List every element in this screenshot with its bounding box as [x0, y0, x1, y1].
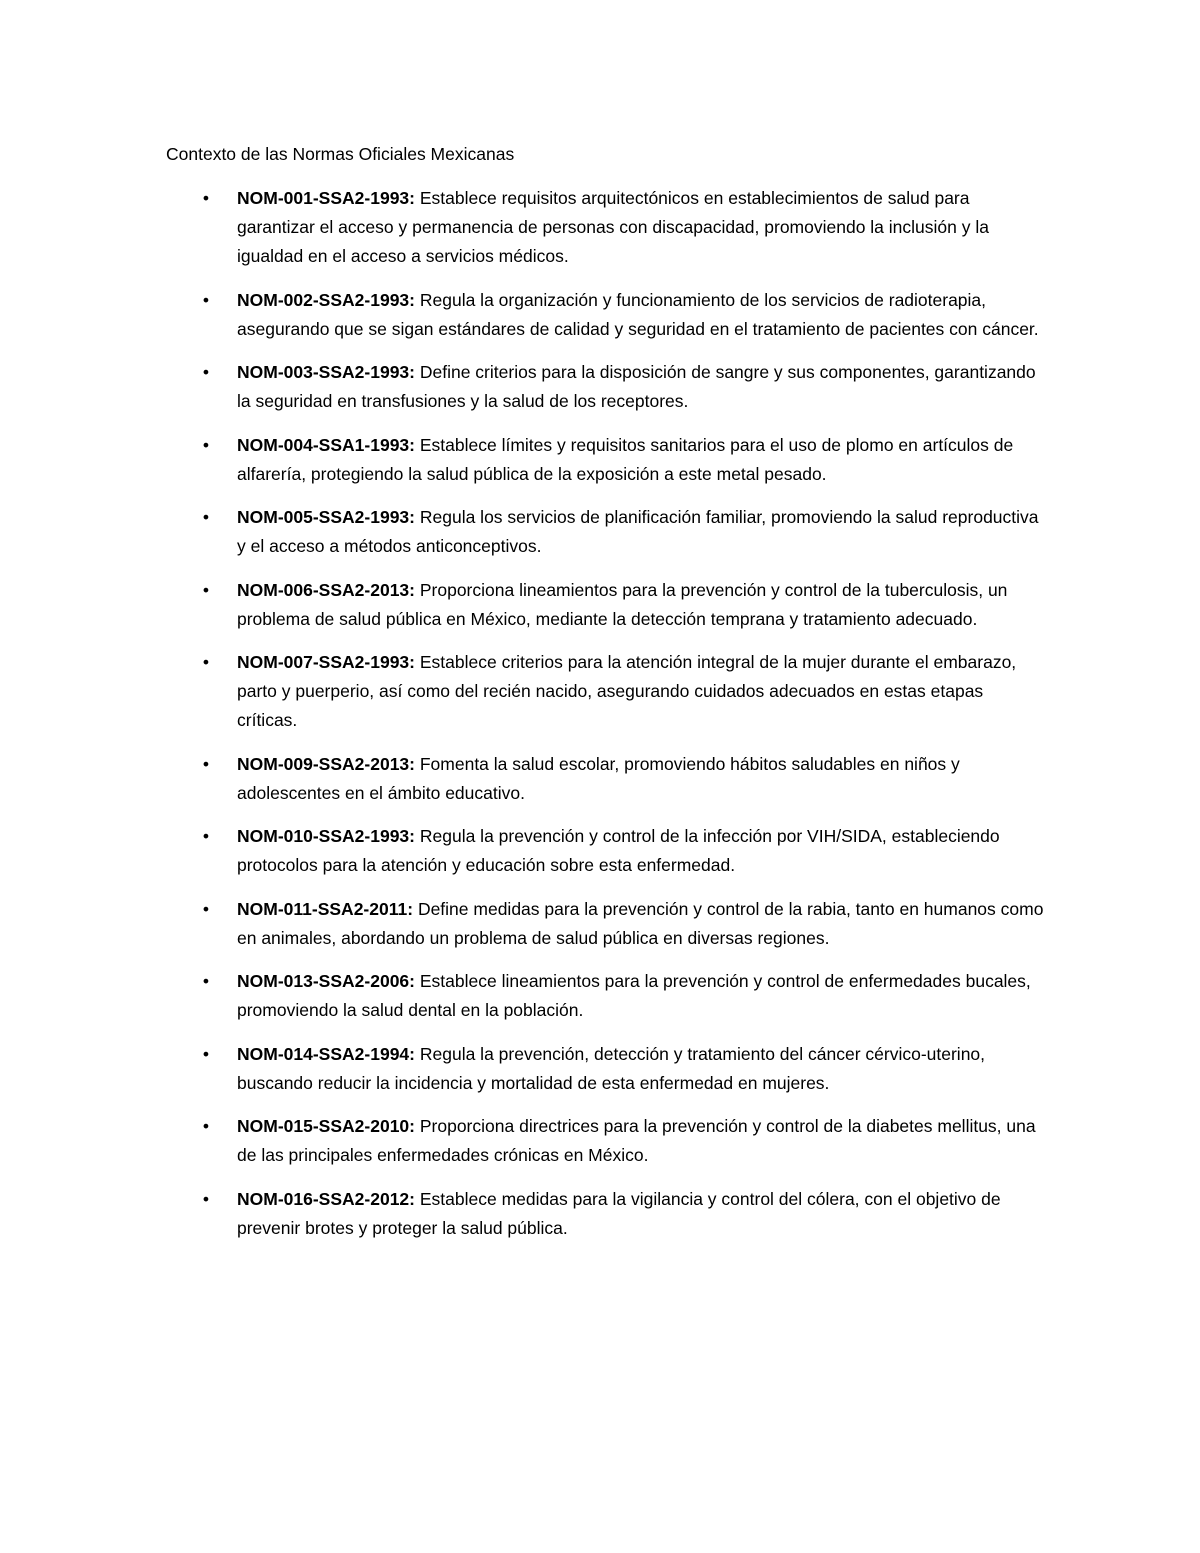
norm-description: Establece criterios para la atención integral de la mujer durante el embarazo, parto y puerperio, así como del recién nacido, asegurando cuidados adecuados en estas etapas críticas.: [237, 652, 1017, 730]
bullet-icon: •: [202, 188, 210, 208]
norm-code: NOM-011-SSA2-2011:: [237, 898, 414, 919]
list-item: [166, 576, 1046, 634]
norm-code: NOM-014-SSA2-1994:: [237, 1043, 415, 1064]
bullet-icon: •: [202, 971, 210, 991]
list-item: [166, 1040, 1046, 1098]
norm-description: Define medidas para la prevención y control de la rabia, tanto en humanos como en animales, abordando un problema de salud pública en diversas regiones.: [237, 898, 1044, 948]
norm-list: [166, 184, 1046, 1243]
norm-code: NOM-005-SSA2-1993:: [237, 507, 415, 527]
list-item: [166, 967, 1046, 1025]
list-item: [166, 895, 1046, 953]
norm-code: NOM-001-SSA2-1993:: [237, 188, 415, 208]
norm-description: Establece medidas para la vigilancia y control del cólera, con el objetivo de prevenir brotes y proteger la salud pública.: [237, 1188, 1001, 1238]
norm-code: NOM-013-SSA2-2006:: [237, 971, 415, 991]
norm-description: Regula los servicios de planificación familiar, promoviendo la salud reproductiva y el acceso a métodos anticonceptivos.: [237, 507, 1039, 556]
list-item: [166, 184, 1046, 271]
bullet-icon: •: [202, 507, 210, 527]
document-body: [166, 140, 1046, 1257]
list-item: [166, 358, 1046, 416]
norm-description: Proporciona lineamientos para la prevención y control de la tuberculosis, un problema de salud pública en México, mediante la detección temprana y tratamiento adecuado.: [237, 579, 1008, 629]
norm-description: Regula la prevención y control de la infección por VIH/SIDA, estableciendo protocolos para la atención y educación sobre esta enfermedad.: [237, 826, 1000, 875]
bullet-icon: •: [202, 289, 210, 310]
list-item: [166, 286, 1046, 344]
bullet-icon: •: [202, 579, 210, 600]
norm-description: Proporciona directrices para la prevención y control de la diabetes mellitus, una de las principales enfermedades crónicas en México.: [237, 1116, 1036, 1165]
bullet-icon: •: [202, 1116, 210, 1136]
bullet-icon: •: [202, 898, 210, 919]
document-title: Contexto de las Normas Oficiales Mexicanas: [166, 144, 515, 164]
norm-description: Fomenta la salud escolar, promoviendo hábitos saludables en niños y adolescentes en el ámbito educativo.: [237, 753, 960, 803]
bullet-icon: •: [202, 434, 210, 455]
norm-description: Regula la organización y funcionamiento de los servicios de radioterapia, asegurando que se sigan estándares de calidad y seguridad en el tratamiento de pacientes con cáncer.: [237, 289, 1039, 339]
norm-code: NOM-003-SSA2-1993:: [237, 362, 415, 382]
list-item: [166, 750, 1046, 808]
norm-code: NOM-006-SSA2-2013:: [237, 579, 415, 600]
list-item: [166, 431, 1046, 489]
list-item: [166, 1112, 1046, 1170]
norm-description: Define criterios para la disposición de sangre y sus componentes, garantizando la seguridad en transfusiones y la salud de los receptores.: [237, 362, 1036, 411]
norm-code: NOM-002-SSA2-1993:: [237, 289, 415, 310]
norm-code: NOM-010-SSA2-1993:: [237, 826, 415, 846]
list-item: [166, 648, 1046, 735]
norm-code: NOM-016-SSA2-2012:: [237, 1188, 415, 1209]
bullet-icon: •: [202, 1188, 210, 1209]
bullet-icon: •: [202, 362, 210, 382]
list-item: [166, 503, 1046, 561]
list-item: [166, 1185, 1046, 1243]
norm-code: NOM-007-SSA2-1993:: [237, 652, 415, 672]
bullet-icon: •: [202, 652, 210, 672]
norm-code: NOM-015-SSA2-2010:: [237, 1116, 415, 1136]
norm-description: Establece límites y requisitos sanitarios para el uso de plomo en artículos de alfarería, protegiendo la salud pública de la exposición a este metal pesado.: [237, 434, 1014, 484]
norm-code: NOM-004-SSA1-1993:: [237, 434, 415, 455]
norm-description: Establece lineamientos para la prevención y control de enfermedades bucales, promoviendo la salud dental en la población.: [237, 971, 1031, 1020]
norm-description: Regula la prevención, detección y tratamiento del cáncer cérvico-uterino, buscando reducir la incidencia y mortalidad de esta enfermedad en mujeres.: [237, 1043, 986, 1093]
list-item: [166, 822, 1046, 880]
norm-description: Establece requisitos arquitectónicos en establecimientos de salud para garantizar el acceso y permanencia de personas con discapacidad, promoviendo la inclusión y la igualdad en el acceso a servicios médicos.: [237, 188, 989, 266]
bullet-icon: •: [202, 753, 210, 774]
bullet-icon: •: [202, 1043, 210, 1064]
bullet-icon: •: [202, 826, 210, 846]
norm-code: NOM-009-SSA2-2013:: [237, 753, 415, 774]
